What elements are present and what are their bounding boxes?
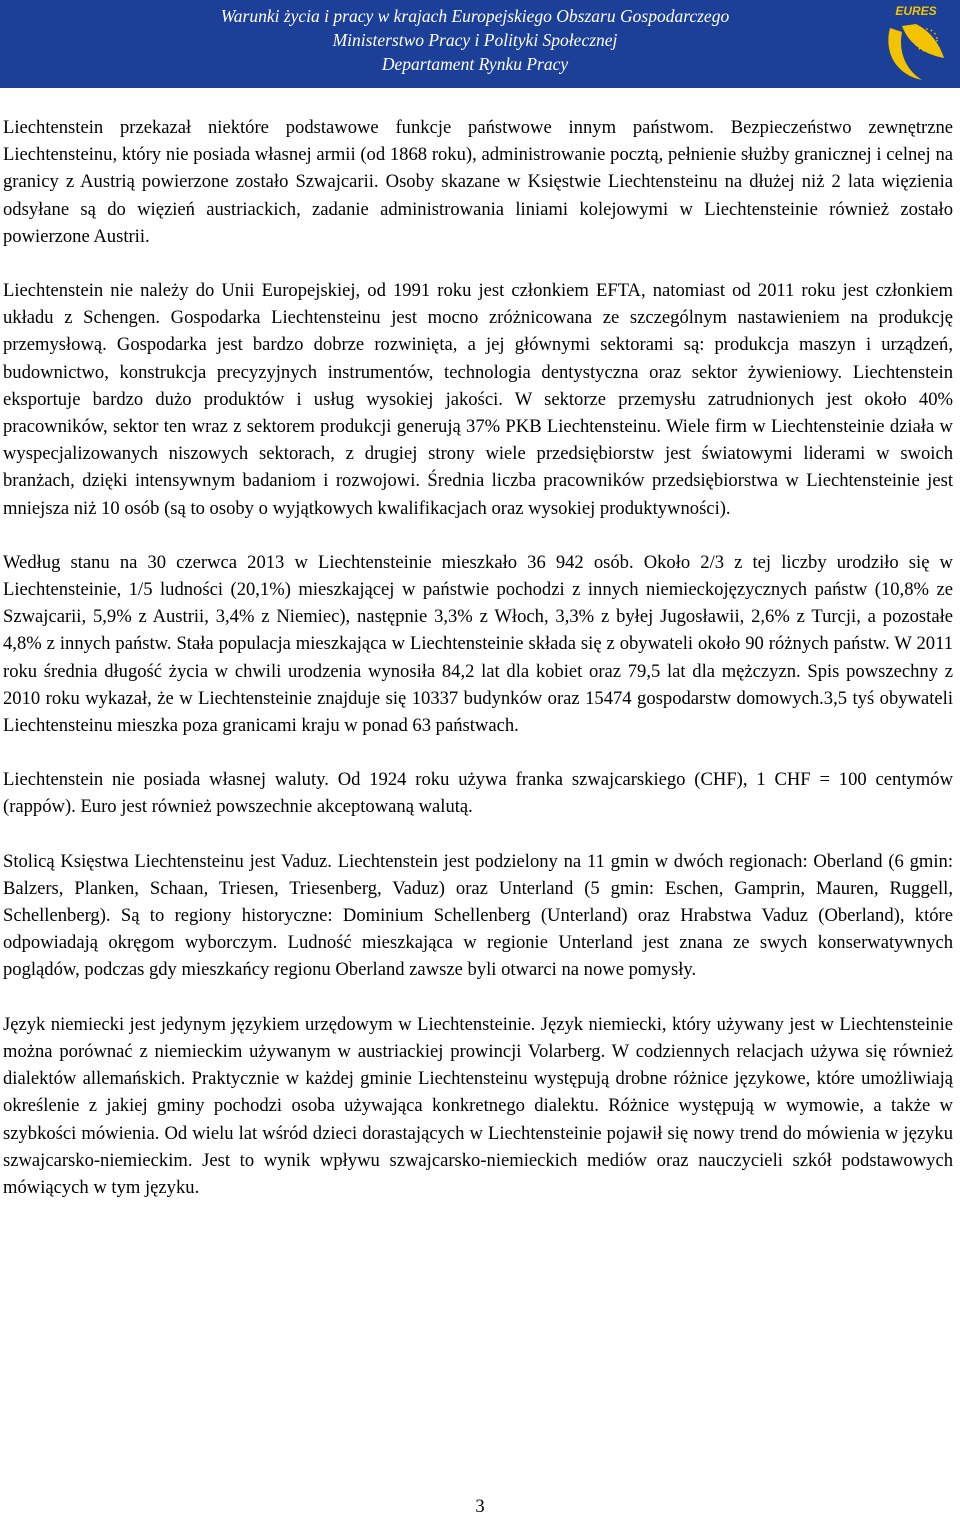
page-number: 3 (475, 1496, 485, 1517)
header-title: Warunki życia i pracy w krajach Europejskiego Obszaru Gospodarczego (220, 6, 730, 26)
paragraph-capital: Stolicą Księstwa Liechtensteinu jest Vaduz. Liechtenstein jest podzielony na 11 gmin w dwóch regionach: Oberland (6 gmin: Balzers, Planken, Schaan, Triesen, Triesenberg, Vaduz) oraz Unterland (5 gmin: Eschen, Gamprin, Mauren, Ruggell, Schellenberg). Są to regiony historyczne: Dominium Schellenberg (Unterland) oraz Hrabstwa Vaduz (Oberland), które odpowiadają okręgom wyborczym. Ludność mieszkająca w regionie Unterland jest znana ze swych konserwatywnych poglądów, podczas gdy mieszkańcy regionu Oberland zawsze byli otwarci na nowe pomysły. (3, 850, 953, 981)
paragraph-currency: Liechtenstein nie posiada własnej waluty. Od 1924 roku używa franka szwajcarskiego (CHF), 1 CHF = 100 centymów (rappów). Euro jest również powszechnie akceptowaną walutą. (3, 769, 953, 818)
document-body (3, 114, 953, 1228)
paragraph-language: Język niemiecki jest jedynym językiem urzędowym w Liechtensteinie. Język niemiecki, który używany jest w Liechtensteinie można porównać z niemieckim używanym w austriackiej prowincji Volarberg. W codziennych relacjach używa się również dialektów allemańskich. Praktycznie w każdej gminie Liechtensteinu występują drobne różnice językowe, które umożliwiają określenie z jakiej gminy pochodzi osoba używająca konkretnego dialektu. Różnice występują w wymowie, a także w szybkości mówienia. Od wielu lat wśród dzieci dorastających w Liechtensteinie pojawił się nowy trend do mówienia w języku szwajcarsko-niemieckim. Jest to wynik wpływu szwajcarsko-niemieckich mediów oraz nauczycieli szkół podstawowych mówiących w tym języku. (3, 1013, 953, 1198)
header-ministry: Ministerstwo Pracy i Polityki Społecznej (332, 30, 618, 50)
eures-logo-icon (882, 2, 950, 84)
svg-text:EURES: EURES (895, 4, 937, 18)
paragraph-economy: Liechtenstein nie należy do Unii Europejskiej, od 1991 roku jest członkiem EFTA, natomiast od 2011 roku jest członkiem układu z Schengen. Gospodarka Liechtensteinu jest mocno zróżnicowana ze szczególnym nastawieniem na produkcję przemysłową. Gospodarka jest bardzo dobrze rozwinięta, a jej głównymi sektorami są: produkcja maszyn i urządzeń, budownictwo, konstrukcja precyzyjnych instrumentów, technologia dentystyczna oraz sektor żywieniowy. Liechtenstein eksportuje bardzo dużo produktów i usług wysokiej jakości. W sektorze przemysłu zatrudnionych jest około 40% pracowników, sektor ten wraz z sektorem produkcji generują 37% PKB Liechtensteinu. Wiele firm w Liechtensteinie działa w wyspecjalizowanych niszowych sektorach, z drugiej strony wiele przedsiębiorstw jest światowymi liderami w swoich branżach, dzięki intensywnym badaniom i rozwojowi. Średnia liczba pracowników przedsiębiorstwa w Liechtensteinie jest mniejsza niż 10 osób (są to osoby o wyjątkowych kwalifikacjach oraz wysokiej produktywności). (3, 280, 953, 519)
header-department: Departament Rynku Pracy (381, 54, 569, 74)
page-header (0, 0, 960, 88)
paragraph-functions: Liechtenstein przekazał niektóre podstawowe funkcje państwowe innym państwom. Bezpieczeństwo zewnętrzne Liechtensteinu, który nie posiada własnej armii (od 1868 roku), administrowanie pocztą, pełnienie służby granicznej i celnej na granicy z Austrią powierzone zostało Szwajcarii. Osoby skazane w Księstwie Liechtensteinu na dłużej niż 2 lata więzienia odsyłane są do więzień austriackich, zadanie administrowania liniami kolejowymi w Liechtensteinie również zostało powierzone Austrii. (3, 117, 953, 247)
header-text (150, 4, 800, 76)
paragraph-population: Według stanu na 30 czerwca 2013 w Liechtensteinie mieszkało 36 942 osób. Około 2/3 z tej liczby urodziło się w Liechtensteinie, 1/5 ludności (20,1%) mieszkającej w państwie pochodzi z innych niemieckojęzycznych państw (10,8% ze Szwajcarii, 5,9% z Austrii, 3,4% z Niemiec), następnie 3,3% z Włoch, 3,3% z byłej Jugosławii, 2,6% z Turcji, a pozostałe 4,8% z innych państw. Stała populacja mieszkająca w Liechtensteinie składa się z obywateli około 90 różnych państw. W 2011 roku średnia długość życia w chwili urodzenia wynosiła 84,2 lat dla kobiet oraz 79,5 lat dla mężczyzn. Spis powszechny z 2010 roku wykazał, że w Liechtensteinie znajduje się 10337 budynków oraz 15474 gospodarstw domowych.3,5 tyś obywateli Liechtensteinu mieszka poza granicami kraju w ponad 63 państwach. (3, 551, 953, 737)
